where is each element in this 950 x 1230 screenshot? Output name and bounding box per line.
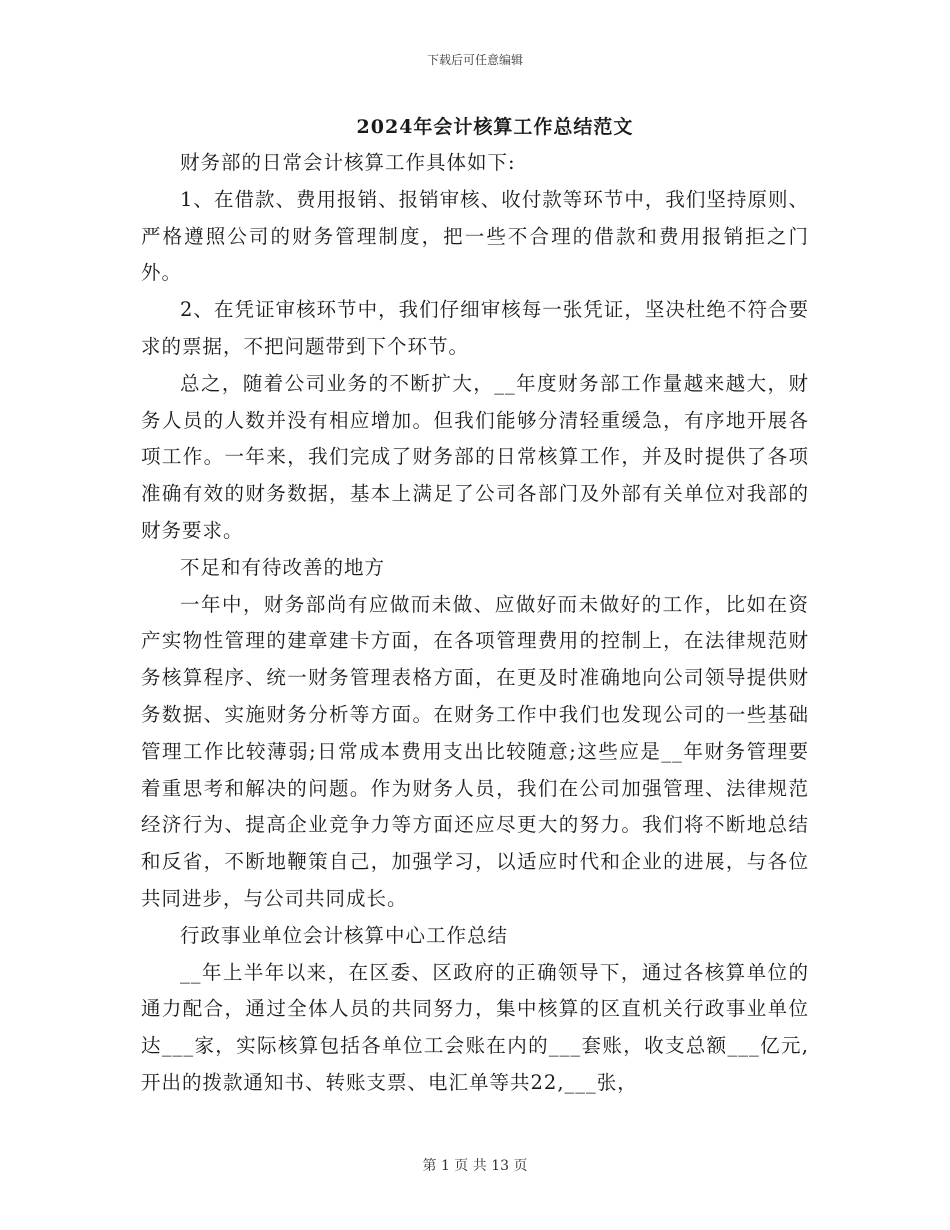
paragraph-summary: 总之，随着公司业务的不断扩大，__年度财务部工作量越来越大，财务人员的人数并没有相应增加。但我们能够分清轻重缓急，有序地开展各项工作。一年来，我们完成了财务部的日常核算工作，并及时提供了各项准确有效的财务数据，基本上满足了公司各部门及外部有关单位对我部的财务要求。	[141, 371, 809, 542]
document-body	[141, 145, 809, 1102]
section-heading-shortcomings: 不足和有待改善的地方	[180, 555, 386, 579]
paragraph-item-1: 1、在借款、费用报销、报销审核、收付款等环节中，我们坚持原则、严格遵照公司的财务管理制度，把一些不合理的借款和费用报销拒之门外。	[141, 187, 809, 285]
paragraph-intro: 财务部的日常会计核算工作具体如下:	[180, 151, 516, 174]
page-number: 第 1 页 共 13 页	[422, 1158, 528, 1174]
page-header-note: 下载后可任意编辑	[426, 53, 523, 67]
paragraph-center: __年上半年以来，在区委、区政府的正确领导下，通过各核算单位的通力配合，通过全体人员的共同努力，集中核算的区直机关行政事业单位达___家，实际核算包括各单位工会账在内的___套账，收支总额___亿元,开出的拨款通知书、转账支票、电汇单等共22,___张，	[141, 960, 809, 1094]
paragraph-item-2: 2、在凭证审核环节中，我们仔细审核每一张凭证，坚决杜绝不符合要求的票据，不把问题带到下个环节。	[141, 298, 809, 358]
section-heading-center: 行政事业单位会计核算中心工作总结	[180, 923, 509, 947]
document-title: 2024年会计核算工作总结范文	[356, 116, 634, 138]
paragraph-shortcomings: 一年中，财务部尚有应做而未做、应做好而未做好的工作，比如在资产实物性管理的建章建卡方面，在各项管理费用的控制上，在法律规范财务核算程序、统一财务管理表格方面，在更及时准确地向公司领导提供财务数据、实施财务分析等方面。在财务工作中我们也发现公司的一些基础管理工作比较薄弱;日常成本费用支出比较随意;这些应是__年财务管理要着重思考和解决的问题。作为财务人员，我们在公司加强管理、法律规范经济行为、提高企业竞争力等方面还应尽更大的努力。我们将不断地总结和反省，不断地鞭策自己，加强学习，以适应时代和企业的进展，与各位共同进步，与公司共同成长。	[141, 592, 809, 910]
